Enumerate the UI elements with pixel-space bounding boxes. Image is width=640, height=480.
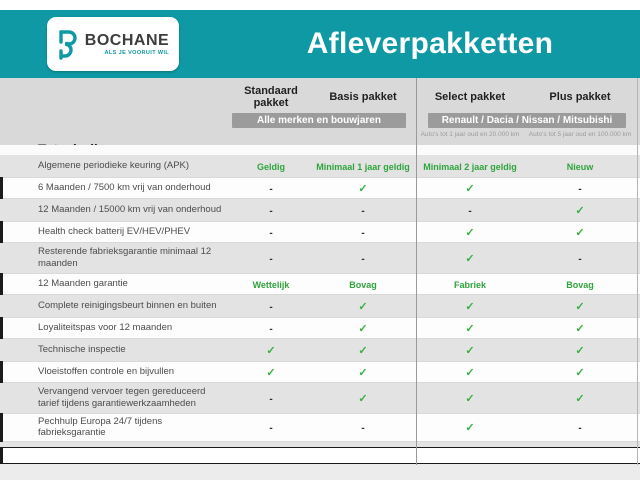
check-icon: ✓ [465,344,475,357]
package-value [230,179,312,197]
plus-pakket-note: Auto's tot 5 jaar oud en 100.000 km [528,131,632,138]
package-value [312,319,414,337]
dash-icon: - [269,206,273,217]
table-row [0,155,640,177]
table-row [0,221,640,243]
column-group-divider [416,78,417,465]
column-header-basis: Basis pakket [329,91,397,103]
package-value [312,179,414,197]
check-icon: ✓ [358,322,368,335]
package-value [526,319,634,337]
logo-tagline: ALS JE VOORUIT WIL [104,49,170,56]
check-icon: ✓ [266,344,276,357]
table-row [0,243,640,273]
check-icon: ✓ [575,227,585,239]
header-bar [0,10,640,78]
feature-label: Vloeistoffen controle en bijvullen [38,365,175,377]
column-header-select: Select pakket [434,91,506,103]
feature-label: Algemene periodieke keuring (APK) [38,160,190,172]
logo-brand-text: BOCHANE [84,31,170,49]
feature-label: 6 Maanden / 7500 km vrij van onderhoud [38,182,211,194]
dash-icon: - [269,184,273,195]
package-value [414,389,526,407]
feature-label: Loyaliteitspas voor 12 maanden [38,321,173,333]
dash-icon: - [269,228,273,239]
package-value [230,389,312,407]
badges-row [0,113,640,128]
feature-label: Health check batterij EV/HEV/PHEV [38,226,191,238]
package-value [414,223,526,241]
package-value [526,157,634,175]
package-value [526,341,634,359]
value-text: Bovag [566,279,594,290]
check-icon: ✓ [575,300,585,313]
check-icon: ✓ [358,344,368,357]
package-value [230,363,312,381]
package-value [230,297,312,315]
check-icon: ✓ [465,366,475,379]
column-header-standaard: Standaard pakket [244,85,298,109]
table-row [0,383,640,413]
dash-icon: - [361,253,365,265]
check-icon: ✓ [465,183,475,195]
table-row [0,177,640,199]
package-value [312,418,414,436]
dash-icon: - [361,206,365,217]
feature-label: 12 Maanden / 15000 km vrij van onderhoud [38,204,222,216]
package-value [312,157,414,175]
column-header-plus: Plus pakket [549,91,611,103]
package-value [230,249,312,267]
select-pakket-note: Auto's tot 1 jaar oud en 20.000 km [420,131,520,138]
dash-icon: - [578,184,582,195]
value-text: Nieuw [566,162,594,172]
check-icon: ✓ [575,366,585,379]
package-value [312,341,414,359]
package-value [312,223,414,241]
check-icon: ✓ [465,392,475,405]
dash-icon: - [468,206,472,217]
check-icon: ✓ [465,227,475,239]
feature-label: Vervangend vervoer tegen gereduceerd tarief tijdens garantiewerkzaamheden [38,385,206,409]
table-row [0,295,640,317]
bochane-logo [47,17,179,71]
feature-rows [0,155,640,464]
package-value [526,363,634,381]
value-text: Fabriek [453,279,486,290]
package-value [230,223,312,241]
package-value [312,363,414,381]
package-value [230,418,312,436]
package-value [526,201,634,219]
feature-label: 12 Maanden garantie [38,277,128,289]
feature-label: Complete reinigingsbeurt binnen en buiten [38,299,217,311]
package-value [526,297,634,315]
check-icon: ✓ [575,322,585,335]
table-row [0,413,640,443]
header-body-gap [0,145,640,155]
package-value [526,389,634,407]
package-value [230,341,312,359]
check-icon: ✓ [465,422,475,435]
table-row [0,339,640,361]
package-value [526,249,634,267]
value-text: Wettelijk [252,279,290,290]
notes-row [0,130,640,139]
check-icon: ✓ [358,366,368,379]
badge-alle-merken: Alle merken en bouwjaren [232,113,406,128]
package-value [312,275,414,293]
logo-text [85,33,169,56]
check-icon: ✓ [575,344,585,357]
feature-label: Technische inspectie [38,343,126,355]
feature-label: Pechhulp Europa 24/7 tijdens fabrieksgarantie [38,415,163,439]
check-icon: ✓ [358,183,368,195]
package-value [414,341,526,359]
dash-icon: - [269,393,273,405]
dash-icon: - [578,253,582,265]
check-icon: ✓ [465,322,475,335]
check-icon: ✓ [358,392,368,405]
package-value [312,297,414,315]
table-row [0,199,640,221]
package-value [414,179,526,197]
table-right-edge [637,78,638,465]
column-headers-row [0,78,640,109]
package-value [230,157,312,175]
check-icon: ✓ [358,300,368,313]
top-white-strip [0,0,640,10]
table-header [0,78,640,145]
package-value [526,179,634,197]
package-value [312,201,414,219]
dash-icon: - [269,423,273,435]
check-icon: ✓ [575,205,585,217]
table-row [0,317,640,339]
empty-bottom-row [0,447,640,464]
dash-icon: - [269,301,273,313]
page-title: Afleverpakketten [306,27,554,60]
package-value [414,249,526,267]
check-icon: ✓ [266,366,276,379]
package-value [526,418,634,436]
package-value [414,201,526,219]
table-row [0,361,640,383]
package-value [414,275,526,293]
package-value [230,319,312,337]
package-value [414,297,526,315]
dash-icon: - [361,228,365,239]
package-value [230,275,312,293]
check-icon: ✓ [465,300,475,313]
package-value [414,319,526,337]
check-icon: ✓ [575,392,585,405]
package-value [526,275,634,293]
feature-label: Resterende fabrieksgarantie minimaal 12 maanden [38,246,212,269]
bochane-logo-icon [57,29,79,61]
badge-renault-dacia-nissan-mitsubishi: Renault / Dacia / Nissan / Mitsubishi [428,113,626,128]
package-value [312,389,414,407]
package-value [414,363,526,381]
package-value [312,249,414,267]
dash-icon: - [269,323,273,335]
package-value [414,157,526,175]
value-text: Minimaal 2 jaar geldig [423,162,517,172]
check-icon: ✓ [465,252,475,265]
value-text: Bovag [349,279,377,290]
dash-icon: - [361,423,365,435]
package-value [414,418,526,436]
value-text: Geldig [256,162,285,172]
table-row [0,273,640,295]
value-text: Minimaal 1 jaar geldig [316,162,410,172]
dash-icon: - [578,423,582,435]
package-value [230,201,312,219]
package-value [526,223,634,241]
dash-icon: - [269,253,273,265]
